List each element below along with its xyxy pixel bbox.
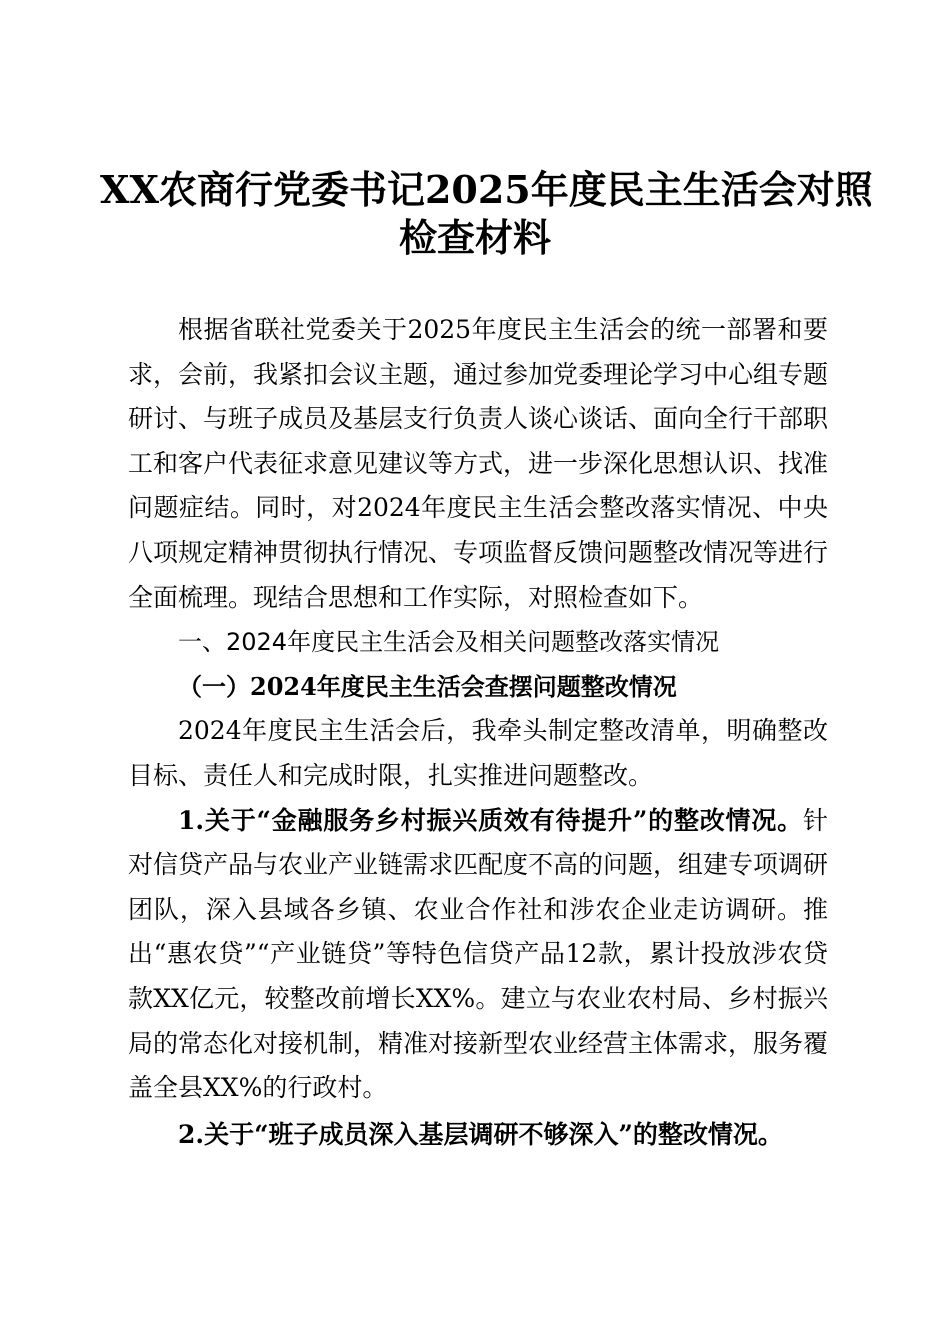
item-1-text: 针对信贷产品与农业产业链需求匹配度不高的问题，组建专项调研团队，深入县域各乡镇、农业合作社和涉农企业走访调研。推出“惠农贷”“产业链贷”等特色信贷产品12款，累计投放涉农贷款XX亿元，较整改前增长XX%。建立与农业农村局、乡村振兴局的常态化对接机制，精准对接新型农业经营主体需求，服务覆盖全县XX%的行政村。 [128, 805, 829, 1103]
document-body [128, 308, 828, 1157]
subsection-1-paragraph: 2024年度民主生活会后，我牵头制定整改清单，明确整改目标、责任人和完成时限，扎实推进问题整改。 [128, 716, 828, 790]
item-1-lead: 1.关于“金融服务乡村振兴质效有待提升”的整改情况。 [178, 805, 803, 835]
intro-paragraph: 根据省联社党委关于2025年度民主生活会的统一部署和要求，会前，我紧扣会议主题，通过参加党委理论学习中心组专题研讨、与班子成员及基层支行负责人谈心谈话、面向全行干部职工和客户代表征求意见建议等方式，进一步深化思想认识、找准问题症结。同时，对2024年度民主生活会整改落实情况、中央八项规定精神贯彻执行情况、专项监督反馈问题整改情况等进行全面梳理。现结合思想和工作实际，对照检查如下。 [128, 315, 829, 612]
title-line-2: 检查材料 [398, 215, 551, 260]
document-title [100, 166, 873, 262]
title-line-1: XX农商行党委书记2025年度民主生活会对照 [100, 167, 873, 212]
item-2-lead: 2.关于“班子成员深入基层调研不够深入”的整改情况。 [178, 1119, 783, 1149]
subsection-1-heading: （一）2024年度民主生活会查摆问题整改情况 [178, 671, 677, 701]
item-1-paragraph [128, 799, 828, 1111]
section-1-heading: 一、2024年度民主生活会及相关问题整改落实情况 [178, 628, 720, 657]
